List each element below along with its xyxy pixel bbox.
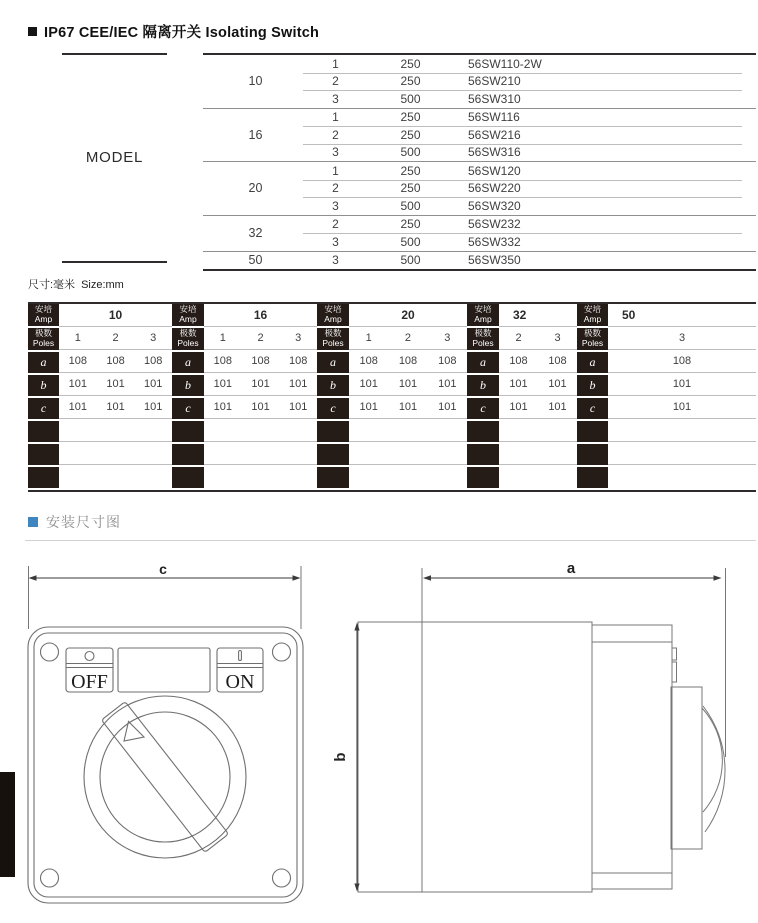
model-amp-label: 16 xyxy=(248,127,263,142)
model-row xyxy=(203,252,756,270)
dims-amp-value: 50 xyxy=(622,308,636,322)
model-label-rule-top xyxy=(62,53,167,55)
dims-row-label-b: b xyxy=(28,375,59,398)
arrowhead-left-icon xyxy=(29,575,37,580)
dims-pole-cell: 3 xyxy=(150,332,157,344)
model-voltage-cell: 250 xyxy=(400,110,421,125)
model-row xyxy=(203,233,756,251)
dims-row-label-c: c xyxy=(317,398,349,421)
dims-poles-header-zh: 极数 xyxy=(34,328,52,339)
dims-row-label-a: a xyxy=(577,352,608,375)
model-amp-label: 10 xyxy=(248,74,263,89)
dims-empty-header-cell xyxy=(317,467,349,490)
model-number-cell: 56SW310 xyxy=(468,91,521,106)
dims-row-label-c: c xyxy=(172,398,204,421)
dims-poles-header xyxy=(577,328,608,352)
model-number-cell: 56SW332 xyxy=(468,234,521,249)
dims-empty-row xyxy=(204,465,317,488)
dims-values xyxy=(204,304,317,488)
dims-value-cell: 108 xyxy=(144,355,163,367)
model-poles-cell: 2 xyxy=(332,181,339,196)
arrowhead-down-icon xyxy=(354,884,359,892)
model-voltage-cell: 250 xyxy=(400,56,421,71)
dims-empty-row xyxy=(499,442,577,465)
page-title-text: IP67 CEE/IEC 隔离开关 Isolating Switch xyxy=(44,25,320,41)
dims-pole-cell: 1 xyxy=(365,332,372,344)
dims-header-col xyxy=(172,304,204,490)
dimensions-table xyxy=(28,302,756,492)
dims-value-cell: 101 xyxy=(672,401,692,413)
model-amp-label: 20 xyxy=(248,181,263,196)
side-view-dimension-b xyxy=(354,623,359,892)
dims-value-cell: 101 xyxy=(548,401,567,413)
dims-value-cell: 108 xyxy=(672,355,692,367)
dims-empty-header-cell xyxy=(28,467,59,490)
arrowhead-left-icon xyxy=(423,575,431,580)
dims-poles-header xyxy=(317,328,349,352)
model-amp-group-32 xyxy=(203,215,756,251)
dims-row-label-b: b xyxy=(577,375,608,398)
dims-empty-header-cell xyxy=(467,444,499,467)
dims-poles-row xyxy=(204,327,317,350)
dims-empty-row xyxy=(59,442,172,465)
dims-value-row-b xyxy=(608,373,756,396)
arrowhead-right-icon xyxy=(293,575,301,580)
dims-empty-header-cell xyxy=(172,444,204,467)
dims-values xyxy=(59,304,172,488)
size-note-zh: 尺寸:毫米 xyxy=(28,279,76,291)
dims-value-cell: 101 xyxy=(251,378,270,390)
arrowhead-right-icon xyxy=(714,575,722,580)
dims-poles-row xyxy=(499,327,577,350)
model-row xyxy=(203,73,756,91)
dims-poles-header xyxy=(467,328,499,352)
dims-value-cell: 101 xyxy=(438,401,457,413)
model-voltage-cell: 250 xyxy=(400,127,421,142)
side-knob-base xyxy=(671,687,702,849)
dims-value-cell: 101 xyxy=(359,378,378,390)
model-voltage-cell: 500 xyxy=(400,253,421,268)
blue-square-bullet-icon xyxy=(28,517,38,527)
dims-value-cell: 108 xyxy=(359,355,378,367)
model-voltage-cell: 250 xyxy=(400,217,421,232)
dims-value-row-a xyxy=(608,350,756,373)
dims-value-cell: 101 xyxy=(68,401,88,413)
screw-hole-bottom-right-icon xyxy=(273,869,291,887)
dims-row-label-b: b xyxy=(317,375,349,398)
dims-amp-row xyxy=(59,304,172,327)
dims-poles-header-zh: 极数 xyxy=(179,328,197,339)
dims-empty-header-cell xyxy=(28,444,59,467)
dims-value-row-a xyxy=(59,350,172,373)
model-voltage-cell: 500 xyxy=(400,91,421,106)
model-row xyxy=(203,162,756,180)
screw-hole-bottom-left-icon xyxy=(41,869,59,887)
model-label: MODEL xyxy=(85,149,144,166)
dims-amp-header-zh: 安培 xyxy=(179,304,197,315)
side-view-body xyxy=(358,568,726,892)
model-row xyxy=(203,90,756,108)
model-poles-cell: 3 xyxy=(332,198,339,213)
model-label-rule-bottom xyxy=(62,261,167,263)
dims-poles-header-en: Poles xyxy=(472,338,494,348)
dims-value-row-c xyxy=(499,396,577,419)
on-position-i-icon xyxy=(239,651,242,661)
dims-value-cell: 101 xyxy=(144,378,163,390)
model-row xyxy=(203,55,756,73)
dims-value-cell: 108 xyxy=(548,355,567,367)
model-amp-group-10 xyxy=(203,55,756,108)
dims-amp-header xyxy=(172,304,204,328)
mounting-dimension-drawings xyxy=(0,552,758,923)
dims-pole-cell: 3 xyxy=(444,332,451,344)
size-note-en: Size:mm xyxy=(81,279,124,291)
model-poles-cell: 3 xyxy=(332,253,339,268)
model-number-cell: 56SW316 xyxy=(468,145,521,160)
model-row xyxy=(203,144,756,162)
dims-amp-value: 16 xyxy=(253,308,268,322)
dims-values xyxy=(349,304,467,488)
dims-amp-header-en: Amp xyxy=(474,314,492,324)
dims-poles-row xyxy=(349,327,467,350)
model-poles-cell: 2 xyxy=(332,217,339,232)
screw-hole-top-left-icon xyxy=(41,643,59,661)
dims-poles-header xyxy=(28,328,59,352)
dim-label-c: c xyxy=(159,561,167,577)
dims-value-row-c xyxy=(59,396,172,419)
dims-amp-header-en: Amp xyxy=(324,314,342,324)
model-table xyxy=(203,53,756,271)
model-poles-cell: 3 xyxy=(332,91,339,106)
dims-value-cell: 101 xyxy=(106,401,125,413)
dims-amp-value: 32 xyxy=(513,308,527,322)
dims-amp-header-zh: 安培 xyxy=(34,304,52,315)
dims-value-cell: 101 xyxy=(672,378,692,390)
section-mounting-dimensions xyxy=(28,512,121,532)
dims-empty-row xyxy=(59,419,172,442)
dims-poles-header-en: Poles xyxy=(177,338,199,348)
dims-value-row-b xyxy=(204,373,317,396)
dims-row-label-b: b xyxy=(172,375,204,398)
model-number-cell: 56SW210 xyxy=(468,74,521,89)
dims-amp-row xyxy=(204,304,317,327)
model-poles-cell: 3 xyxy=(332,145,339,160)
dims-empty-row xyxy=(59,465,172,488)
model-number-cell: 56SW116 xyxy=(468,110,520,125)
model-number-cell: 56SW232 xyxy=(468,217,521,232)
dims-empty-header-cell xyxy=(577,421,608,444)
dims-poles-header-en: Poles xyxy=(322,338,344,348)
dims-amp-header xyxy=(28,304,59,328)
dims-pole-cell: 1 xyxy=(219,332,226,344)
dims-value-cell: 108 xyxy=(106,355,125,367)
model-amp-group-20 xyxy=(203,161,756,215)
dims-value-cell: 101 xyxy=(289,401,308,413)
dims-value-cell: 101 xyxy=(144,401,163,413)
knob-dome-inner-arc xyxy=(702,708,722,812)
dims-pole-cell: 1 xyxy=(74,332,81,344)
dims-value-row-a xyxy=(204,350,317,373)
dims-row-label-a: a xyxy=(172,352,204,375)
dims-pole-cell: 3 xyxy=(678,332,686,344)
dims-amp-value: 20 xyxy=(401,308,415,322)
model-number-cell: 56SW216 xyxy=(468,127,521,142)
knob-inner-circle xyxy=(100,712,230,842)
dims-row-label-c: c xyxy=(467,398,499,421)
model-voltage-cell: 250 xyxy=(400,74,421,89)
dims-pole-cell: 3 xyxy=(554,332,561,344)
model-number-cell: 56SW110-2W xyxy=(468,56,542,71)
dim-label-b: b xyxy=(332,752,349,762)
dims-empty-row xyxy=(499,419,577,442)
dims-value-cell: 101 xyxy=(106,378,125,390)
dims-value-cell: 101 xyxy=(438,378,457,390)
dims-amp-row xyxy=(349,304,467,327)
model-amp-group-50 xyxy=(203,251,756,270)
dims-header-col xyxy=(28,304,59,490)
dims-amp-header-en: Amp xyxy=(179,314,197,324)
model-poles-cell: 1 xyxy=(332,110,339,125)
dims-row-label-c: c xyxy=(28,398,59,421)
dims-empty-row xyxy=(349,465,467,488)
model-number-cell: 56SW320 xyxy=(468,198,521,213)
dims-poles-row xyxy=(608,327,756,350)
dims-poles-row xyxy=(59,327,172,350)
model-poles-cell: 2 xyxy=(332,127,339,142)
dim-label-a: a xyxy=(566,560,576,577)
dims-poles-header-zh: 极数 xyxy=(324,328,342,339)
dims-value-cell: 101 xyxy=(548,378,567,390)
model-number-cell: 56SW350 xyxy=(468,253,521,268)
dims-amp-header-zh: 安培 xyxy=(583,304,601,315)
dims-value-cell: 101 xyxy=(509,401,528,413)
dims-amp-row xyxy=(499,304,577,327)
dims-value-row-c xyxy=(349,396,467,419)
model-amp-group-16 xyxy=(203,108,756,162)
dims-empty-header-cell xyxy=(317,444,349,467)
dims-value-cell: 101 xyxy=(398,401,418,413)
dims-header-col xyxy=(577,304,608,490)
dims-amp-header-en: Amp xyxy=(583,314,602,324)
arrowhead-up-icon xyxy=(354,623,359,631)
screw-hole-top-right-icon xyxy=(273,643,291,661)
dims-row-label-a: a xyxy=(317,352,349,375)
dims-pole-cell: 3 xyxy=(295,332,302,344)
dims-value-row-a xyxy=(499,350,577,373)
dims-group-20 xyxy=(317,304,467,490)
dims-value-cell: 101 xyxy=(398,378,418,390)
model-poles-cell: 1 xyxy=(332,163,339,178)
dims-empty-header-cell xyxy=(172,421,204,444)
dims-row-label-b: b xyxy=(467,375,499,398)
side-back-housing xyxy=(592,625,672,889)
dims-value-row-a xyxy=(349,350,467,373)
dims-header-col xyxy=(467,304,499,490)
dims-empty-row xyxy=(499,465,577,488)
dims-pole-cell: 2 xyxy=(515,332,522,344)
side-body-outline xyxy=(358,622,592,892)
dims-poles-header-zh: 极数 xyxy=(583,328,601,339)
dims-value-cell: 108 xyxy=(68,355,88,367)
dims-empty-header-cell xyxy=(467,421,499,444)
dims-value-cell: 101 xyxy=(213,401,233,413)
dims-amp-header-zh: 安培 xyxy=(474,304,492,315)
model-voltage-cell: 250 xyxy=(400,181,421,196)
model-number-cell: 56SW220 xyxy=(468,181,521,196)
dims-value-cell: 101 xyxy=(289,378,308,390)
dims-group-32 xyxy=(467,304,577,490)
dims-value-cell: 101 xyxy=(251,401,270,413)
dims-amp-header-en: Amp xyxy=(34,314,53,324)
dims-value-cell: 108 xyxy=(398,355,418,367)
dims-amp-header-zh: 安培 xyxy=(324,304,342,315)
model-poles-cell: 3 xyxy=(332,234,339,249)
dims-amp-header xyxy=(317,304,349,328)
dims-empty-header-cell xyxy=(172,467,204,490)
dims-header-col xyxy=(317,304,349,490)
off-position-o-icon xyxy=(85,652,94,661)
on-label: ON xyxy=(225,671,255,693)
size-note xyxy=(28,276,130,292)
model-voltage-cell: 500 xyxy=(400,234,421,249)
side-tab-upper xyxy=(672,648,677,660)
dims-group-16 xyxy=(172,304,317,490)
model-amp-label: 50 xyxy=(248,253,263,268)
dims-value-cell: 108 xyxy=(213,355,233,367)
plate-outer-outline xyxy=(28,627,303,903)
black-square-bullet-icon xyxy=(28,27,37,36)
dims-empty-row xyxy=(608,465,756,488)
dims-row-label-a: a xyxy=(28,352,59,375)
model-voltage-cell: 500 xyxy=(400,198,421,213)
dims-value-cell: 108 xyxy=(438,355,457,367)
dims-amp-header xyxy=(577,304,608,328)
dims-empty-header-cell xyxy=(317,421,349,444)
dims-value-row-b xyxy=(59,373,172,396)
model-number-cell: 56SW120 xyxy=(468,163,521,178)
dims-value-row-c xyxy=(204,396,317,419)
model-row xyxy=(203,180,756,198)
nameplate-window xyxy=(118,648,210,692)
front-view-switch-plate xyxy=(28,627,303,903)
dims-group-10 xyxy=(28,304,172,490)
model-row xyxy=(203,126,756,144)
dims-empty-row xyxy=(349,419,467,442)
dims-pole-cell: 2 xyxy=(112,332,119,344)
dims-empty-row xyxy=(204,442,317,465)
dims-empty-row xyxy=(608,419,756,442)
dims-poles-header-en: Poles xyxy=(581,338,604,348)
dims-amp-row xyxy=(608,304,756,327)
dims-empty-header-cell xyxy=(577,444,608,467)
dims-value-row-c xyxy=(608,396,756,419)
dims-empty-header-cell xyxy=(577,467,608,490)
dims-value-row-b xyxy=(499,373,577,396)
model-voltage-cell: 250 xyxy=(400,163,421,178)
dims-value-cell: 108 xyxy=(509,355,528,367)
dims-value-cell: 101 xyxy=(359,401,378,413)
model-row xyxy=(203,216,756,234)
model-poles-cell: 1 xyxy=(332,56,339,71)
dims-values xyxy=(499,304,577,488)
dims-empty-header-cell xyxy=(467,467,499,490)
dims-empty-row xyxy=(349,442,467,465)
off-label: OFF xyxy=(71,671,108,693)
knob-outer-circle xyxy=(84,696,246,858)
dims-poles-header-zh: 极数 xyxy=(474,328,492,339)
dims-group-50 xyxy=(577,304,756,490)
dims-pole-cell: 2 xyxy=(257,332,264,344)
model-row xyxy=(203,197,756,215)
dims-row-label-a: a xyxy=(467,352,499,375)
dims-value-cell: 101 xyxy=(68,378,88,390)
dims-empty-header-cell xyxy=(28,421,59,444)
model-poles-cell: 2 xyxy=(332,74,339,89)
dims-pole-cell: 2 xyxy=(404,332,412,344)
dims-poles-header xyxy=(172,328,204,352)
dims-amp-value: 10 xyxy=(108,308,123,322)
model-amp-label: 32 xyxy=(248,226,263,240)
section-mounting-title: 安装尺寸图 xyxy=(46,514,121,530)
dims-empty-row xyxy=(608,442,756,465)
dims-value-cell: 108 xyxy=(289,355,308,367)
model-voltage-cell: 500 xyxy=(400,145,421,160)
knob-handle xyxy=(101,702,228,853)
dims-values xyxy=(608,304,756,488)
dims-amp-header xyxy=(467,304,499,328)
dims-value-row-b xyxy=(349,373,467,396)
page-title xyxy=(28,21,319,42)
dims-empty-row xyxy=(204,419,317,442)
dims-value-cell: 101 xyxy=(509,378,528,390)
dims-poles-header-en: Poles xyxy=(32,338,55,348)
dims-value-cell: 108 xyxy=(251,355,270,367)
section-divider-rule xyxy=(25,540,756,541)
model-row xyxy=(203,109,756,127)
dims-value-cell: 101 xyxy=(213,378,233,390)
side-tab-lower xyxy=(672,662,677,682)
dims-row-label-c: c xyxy=(577,398,608,421)
